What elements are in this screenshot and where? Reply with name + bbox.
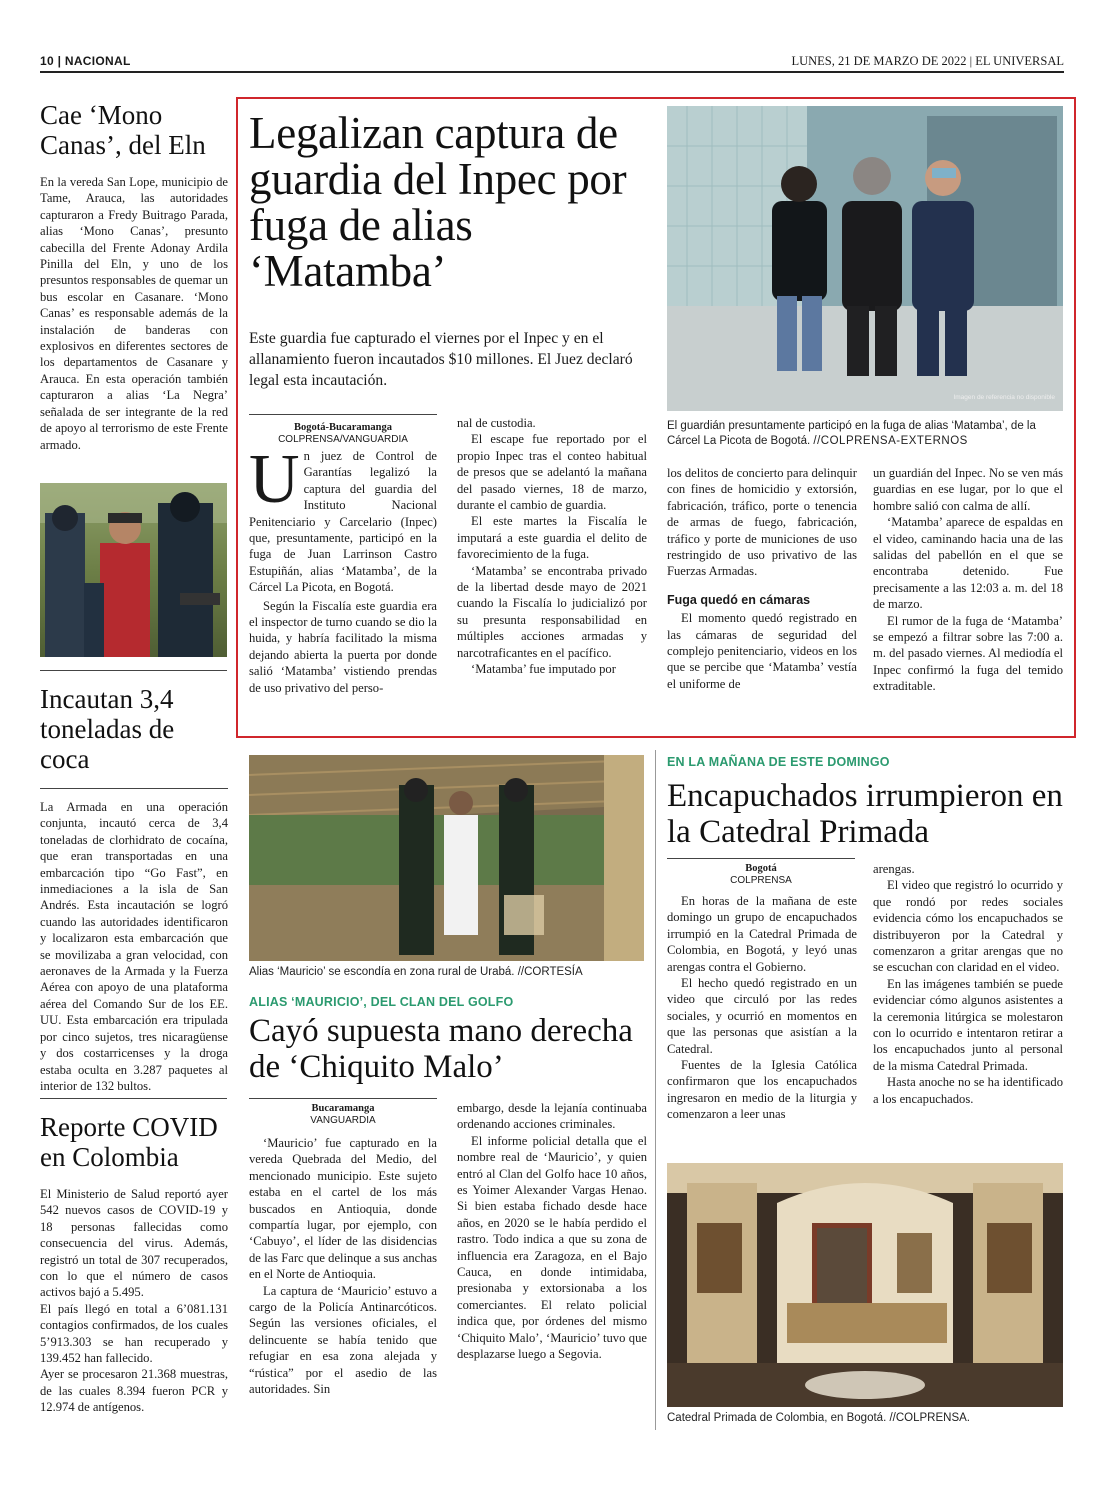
photo-mauricio-capture: [249, 755, 644, 961]
mauricio-photo-credit: //CORTESÍA: [517, 966, 583, 978]
main-headline: Legalizan captura de guardia del Inpec por fuga de alias ‘Matamba’: [249, 108, 627, 296]
photo-mono-canas-capture: [40, 483, 227, 657]
page-section-label: 10 | NACIONAL: [40, 54, 131, 68]
story-body-coca: La Armada en una operación conjunta, incautó cerca de 3,4 toneladas de clorhidrato de cocaína, que eran transportadas en una embarcación tipo “Go Fast”, en inmediaciones a la isla de San Andrés. Esta incautación se logró cuando las autoridades identificaron y localizaron esta embarcación que se movilizaba a gran velocidad, con aeronaves de la Armada y la Fuerza Aérea con apoyo de una plataforma aérea del Comando Sur de los EE. UU. Esta embarcación era tripulada por cinco sujetos, tres nicaragüense y dos costarricenses y la droga estaba oculta en 3.287 paquetes al interior de 132 bultos.: [40, 800, 228, 1093]
mauricio-column-1: ‘Mauricio’ fue capturado en la vereda Quebrada del Medio, del mencionado municipio. Este sujeto estaba en el cartel de los más buscados en Antioquia, donde compartía lugar, por ejemplo, con ‘Cabuyo’, el líder de las disidencias de las Farc que delinque a sus anchas en el Norte de Antioquia. La captura de ‘Mauricio’ estuvo a cargo de la Policía Antinarcóticos. Según las versiones oficiales, el delincuente se había tenido que refugiar en esa zona alejada y “rústica” por el asedio de las autoridades. Sin: [249, 1136, 437, 1397]
photo-catedral-primada: [667, 1163, 1063, 1407]
catedral-byline-rule: [667, 858, 855, 859]
mauricio-photo-caption: Alias ‘Mauricio’ se escondía en zona rural de Urabá. //CORTESÍA: [249, 966, 583, 978]
catedral-photo-caption: Catedral Primada de Colombia, en Bogotá. //COLPRENSA.: [667, 1412, 970, 1424]
left-divider-2: [40, 1098, 227, 1099]
mauricio-byline-rule: [249, 1098, 437, 1099]
left-column: [40, 100, 228, 453]
left-column-story2: [40, 684, 228, 1094]
catedral-byline: Bogotá COLPRENSA: [730, 863, 792, 886]
story-body-covid: El Ministerio de Salud reportó ayer 542 nuevos casos de COVID-19 y 18 personas fallecidas como consecuencia del virus. Además, registró un total de 307 recuperados, con lo que el número de casos activos bajó a 5.495. El país llegó en total a 6’081.131 contagios confirmados, de los cuales 5’913.303 se han recuperado y 139.452 han fallecido. Ayer se procesaron 21.368 muestras, de las cuales 8.394 fueron PCR y 12.974 de antígenos.: [40, 1187, 228, 1415]
bottom-vertical-divider: [655, 750, 656, 1430]
catedral-kicker: EN LA MAÑANA DE ESTE DOMINGO: [667, 755, 890, 769]
story-title-mono-canas: Cae ‘Mono Canas’, del Eln: [40, 100, 206, 160]
mauricio-column-2: embargo, desde la lejanía continuaba ordenando acciones criminales. El informe policial detalla que el nombre real de ‘Mauricio’, y quien entró al Clan del Golfo hace 10 años, es Yoimer Alexander Vargas Henao. Si bien estaba fichado desde hace años, en 2020 se le había perdido el rastro. Todo indica a que su zona de influencia era Zaragoza, en el Bajo Cauca, en donde intimidaba, presionaba y extorsionaba a los comerciantes. El relato policial indica que, por órdenes del mismo ‘Chiquito Malo’, ‘Mauricio’ tuvo que desplazarse luego a Segovia.: [457, 1101, 647, 1362]
story-title-coca: Incautan 3,4 toneladas de coca: [40, 684, 175, 774]
mauricio-kicker: ALIAS ‘MAURICIO’, DEL CLAN DEL GOLFO: [249, 995, 514, 1009]
main-photo-caption: El guardián presuntamente participó en la fuga de alias ‘Matamba’, de la Cárcel La Picota de Bogotá. //COLPRENSA-EXTERNOS: [667, 420, 1036, 447]
main-column-4: un guardián del Inpec. No se ven más guardias en ese lugar, por lo que el hombre salió con calma de allí. ‘Matamba’ aparece de espaldas en el video, caminando hacia una de las salidas del pabellón en el que se encontraba detenido. Fue precisamente a las 12:03 a. m. del 18 de marzo. El rumor de la fuga de ‘Matamba’ se empezó a filtrar sobre las 7:00 a. m. del pasado viernes. Al mediodía el Inpec confirmó la fuga del temido extraditable.: [873, 466, 1063, 694]
catedral-column-2: arengas. El video que registró lo ocurrido y que rondó por redes sociales evidencia cómo los encapuchados se distribuyeron por la Catedral y comenzaron a gritar arengas que no se escuchan con claridad en el video. En las imágenes también se puede evidenciar cómo algunos asistentes a la ceremonia litúrgica se molestaron con lo ocurrido e intentaron retirar a los encapuchados junto al personal de la misma Catedral Primada. Hasta anoche no se ha identificado a los encapuchados.: [873, 862, 1063, 1106]
fuga-subheading: Fuga quedó en cámaras: [667, 592, 811, 607]
main-column-1: Un juez de Control de Garantías legalizó la captura del guardia del Instituto Nacional Penitenciario y Carcelario (Inpec) que, presuntamente, participó en la fuga de Juan Larrinson Castro Estupiñán, alias ‘Matamba’, de la Cárcel La Picota, en Bogotá. Según la Fiscalía este guardia era el inspector de turno cuando se dio la huida, y habría facilitado la misma dejando abierta la puerta por donde salió ‘Matamba’ vistiendo prendas de uso privativo del perso-: [249, 441, 437, 695]
main-column-3: los delitos de concierto para delinquir con fines de homicidio y extorsión, fabricación, tráfico, porte o tenencia de armas de fuego, fabricación, tráfico y porte de municiones de uso restringido de uso privativo de las Fuerzas Armadas. Fuga quedó en cámaras El momento quedó registrado en las cámaras de seguridad del complejo penitenciario, videos en los que se percibe que ‘Matamba’ vestía el uniforme de: [667, 466, 857, 691]
mauricio-byline: Bucaramanga VANGUARDIA: [310, 1103, 376, 1126]
photo-overlay-text: Imagen de referencia no disponible: [953, 394, 1055, 401]
main-column-2: nal de custodia. El escape fue reportado por el propio Inpec tras el conteo habitual de presos que se adelantó la mañana del pasado viernes, 18 de marzo, durante el cambio de guardia. El este martes la Fiscalía le imputará a este guardia el delito de favorecimiento de la fuga. ‘Matamba’ se encontraba privado de la libertad desde mayo de 2021 cuando la Fiscalía lo judicializó por su presunta responsabilidad en múltiples acciones armadas y narcotraficantes en el pacífico. ‘Matamba’ fue imputado por: [457, 416, 647, 677]
header-rule: [40, 71, 1064, 73]
mauricio-headline: Cayó supuesta mano derecha de ‘Chiquito Malo’: [249, 1013, 633, 1085]
photo-matamba-escape: [667, 106, 1063, 411]
drop-cap: U: [249, 441, 300, 518]
date-and-paper-label: LUNES, 21 DE MARZO DE 2022 | EL UNIVERSAL: [791, 54, 1064, 68]
story-title-covid: Reporte COVID en Colombia: [40, 1112, 218, 1172]
catedral-column-1: En horas de la mañana de este domingo un grupo de encapuchados irrumpió en la Catedral Primada de Colombia, en Bogotá, y leyó unas arengas contra el Gobierno. El hecho quedó registrado en un video que circuló por las redes sociales, y ocurrió en momentos en que las personas que asistían a la Catedral. Fuentes de la Iglesia Católica confirmaron que los encapuchados ingresaron en medio de la liturgia y comenzaron a leer unas: [667, 894, 857, 1122]
byline-rule-top: [249, 414, 437, 415]
left-divider-1: [40, 670, 227, 671]
main-subhead: Este guardia fue capturado el viernes por el Inpec y en el allanamiento fueron incautados $10 millones. El Juez declaró legal esta incautación.: [249, 330, 633, 389]
main-byline: Bogotá-Bucaramanga COLPRENSA/VANGUARDIA: [278, 422, 408, 445]
main-photo-credit: //COLPRENSA-EXTERNOS: [813, 435, 968, 447]
left-column-story3: [40, 1112, 228, 1416]
catedral-headline: Encapuchados irrumpieron en la Catedral Primada: [667, 778, 1063, 850]
story-body-mono-canas: En la vereda San Lope, municipio de Tame, Arauca, las autoridades capturaron a Fredy Buitrago Parada, alias ‘Mono Canas’, presunto cabecilla del Frente Adonay Ardila Pinilla del Eln, y uno de los presuntos responsables de quemar un bus escolar en Casanare. ‘Mono Canas’ es responsable además de la instalación de banderas con explosivos en diferentes sectores de los departamentos de Casanare y Arauca. En esta operación también capturaron a alias ‘La Negra’ señalada de ser integrante de la red de apoyo al terrorismo de este Frente armado.: [40, 175, 228, 452]
catedral-photo-credit: //COLPRENSA.: [889, 1412, 970, 1424]
